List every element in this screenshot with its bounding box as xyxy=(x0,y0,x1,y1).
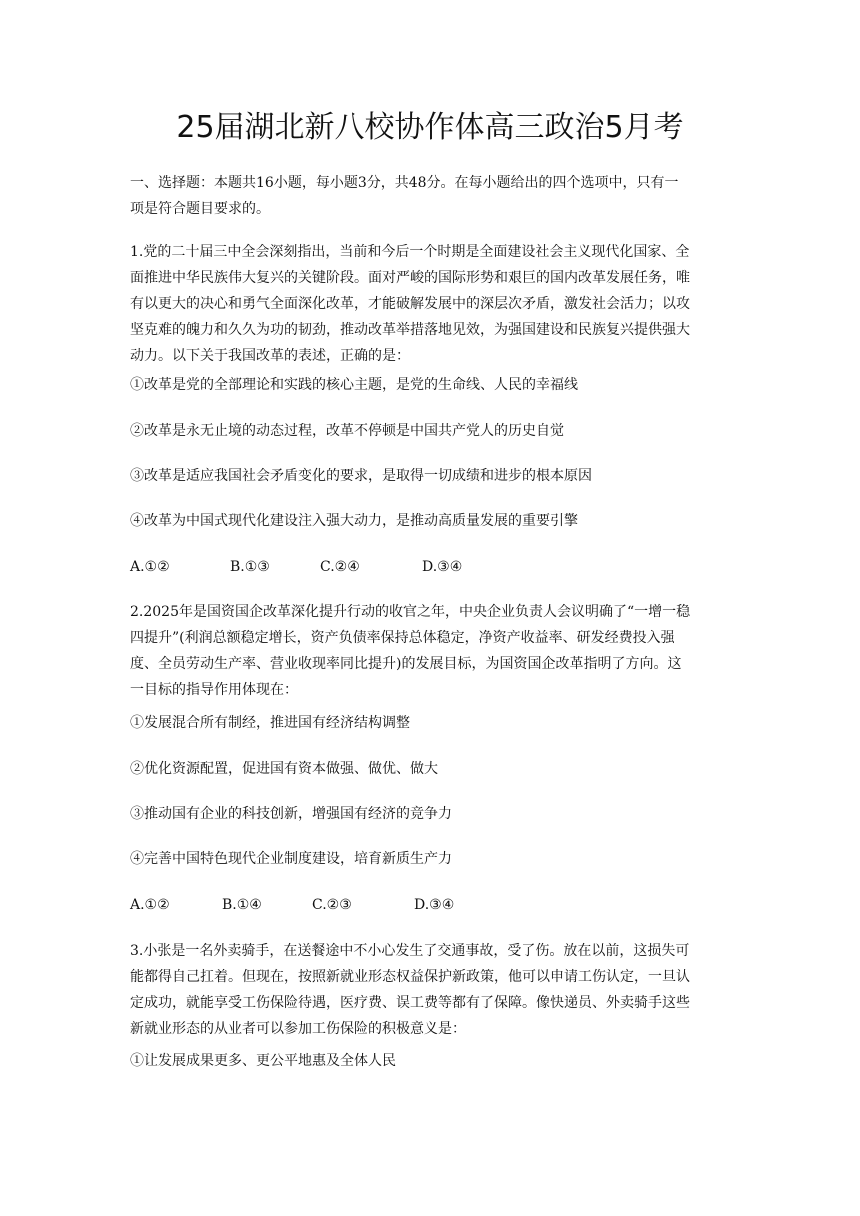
text-line: 坚克难的魄力和久久为功的韧劲，推动改革举措落地见效，为强国建设和民族复兴提供强大 xyxy=(130,322,690,338)
text-line: 动力。以下关于我国改革的表述，正确的是： xyxy=(130,348,410,364)
question-1-statement xyxy=(130,463,732,489)
question-3-stem xyxy=(130,938,732,1042)
statement-text: ③改革是适应我国社会矛盾变化的要求，是取得一切成绩和进步的根本原因 xyxy=(130,468,592,484)
question-1-stem xyxy=(130,239,732,369)
option-c: C.②③ xyxy=(312,897,352,913)
statement-text: ④改革为中国式现代化建设注入强大动力，是推动高质量发展的重要引擎 xyxy=(130,513,578,529)
text-line: 1.党的二十届三中全会深刻指出，当前和今后一个时期是全面建设社会主义现代化国家、全 xyxy=(130,244,690,260)
question-1-options xyxy=(130,554,732,580)
text-line: 四提升”(利润总额稳定增长，资产负债率保持总体稳定，净资产收益率、研发经费投入强 xyxy=(130,630,675,646)
text-line: 能都得自己扛着。但现在，按照新就业形态权益保护新政策，他可以申请工伤认定，一旦认 xyxy=(130,969,690,985)
option-a: A.①② xyxy=(130,897,170,913)
statement-text: ②优化资源配置，促进国有资本做强、做优、做大 xyxy=(130,761,438,777)
text-line: 有以更大的决心和勇气全面深化改革，才能破解发展中的深层次矛盾，激发社会活力；以攻 xyxy=(130,296,690,312)
text-line: 定成功，就能享受工伤保险待遇，医疗费、误工费等都有了保障。像快递员、外卖骑手这些 xyxy=(130,995,690,1011)
text-line: 2.2025年是国资国企改革深化提升行动的收官之年，中央企业负责人会议明确了“一增一稳 xyxy=(130,604,691,620)
option-c: C.②④ xyxy=(320,559,360,575)
question-1-statement xyxy=(130,372,732,398)
option-d: D.③④ xyxy=(422,559,463,575)
section-instructions xyxy=(130,170,732,222)
text-line: 新就业形态的从业者可以参加工伤保险的积极意义是： xyxy=(130,1021,466,1037)
question-2-options xyxy=(130,892,732,918)
option-a: A.①② xyxy=(130,559,170,575)
text-line: 一、选择题：本题共16小题，每小题3分，共48分。在每小题给出的四个选项中，只有一 xyxy=(130,175,679,191)
question-2-statement xyxy=(130,710,732,736)
statement-text: ④完善中国特色现代企业制度建设，培育新质生产力 xyxy=(130,851,452,867)
text-line: 面推进中华民族伟大复兴的关键阶段。面对严峻的国际形势和艰巨的国内改革发展任务，唯 xyxy=(130,270,690,286)
question-1-statement xyxy=(130,508,732,534)
page-title: 25届湖北新八校协作体高三政治5月考 xyxy=(176,110,684,145)
option-b: B.①④ xyxy=(222,897,262,913)
text-line: 3.小张是一名外卖骑手，在送餐途中不小心发生了交通事故，受了伤。放在以前，这损失可 xyxy=(130,943,690,959)
question-2-statement xyxy=(130,801,732,827)
statement-text: ①让发展成果更多、更公平地惠及全体人民 xyxy=(130,1053,396,1069)
text-line: 项是符合题目要求的。 xyxy=(130,201,270,217)
question-1-statement xyxy=(130,418,732,444)
question-2-stem xyxy=(130,599,732,703)
question-2-statement xyxy=(130,846,732,872)
statement-text: ①改革是党的全部理论和实践的核心主题，是党的生命线、人民的幸福线 xyxy=(130,377,578,393)
statement-text: ②改革是永无止境的动态过程，改革不停顿是中国共产党人的历史自觉 xyxy=(130,423,564,439)
text-line: 度、全员劳动生产率、营业收现率同比提升)的发展目标，为国资国企改革指明了方向。这 xyxy=(130,656,682,672)
option-b: B.①③ xyxy=(230,559,270,575)
option-d: D.③④ xyxy=(414,897,455,913)
text-line: 一目标的指导作用体现在： xyxy=(130,682,298,698)
question-2-statement xyxy=(130,756,732,782)
statement-text: ③推动国有企业的科技创新，增强国有经济的竞争力 xyxy=(130,806,452,822)
statement-text: ①发展混合所有制经，推进国有经济结构调整 xyxy=(130,715,410,731)
question-3-statement xyxy=(130,1048,732,1074)
